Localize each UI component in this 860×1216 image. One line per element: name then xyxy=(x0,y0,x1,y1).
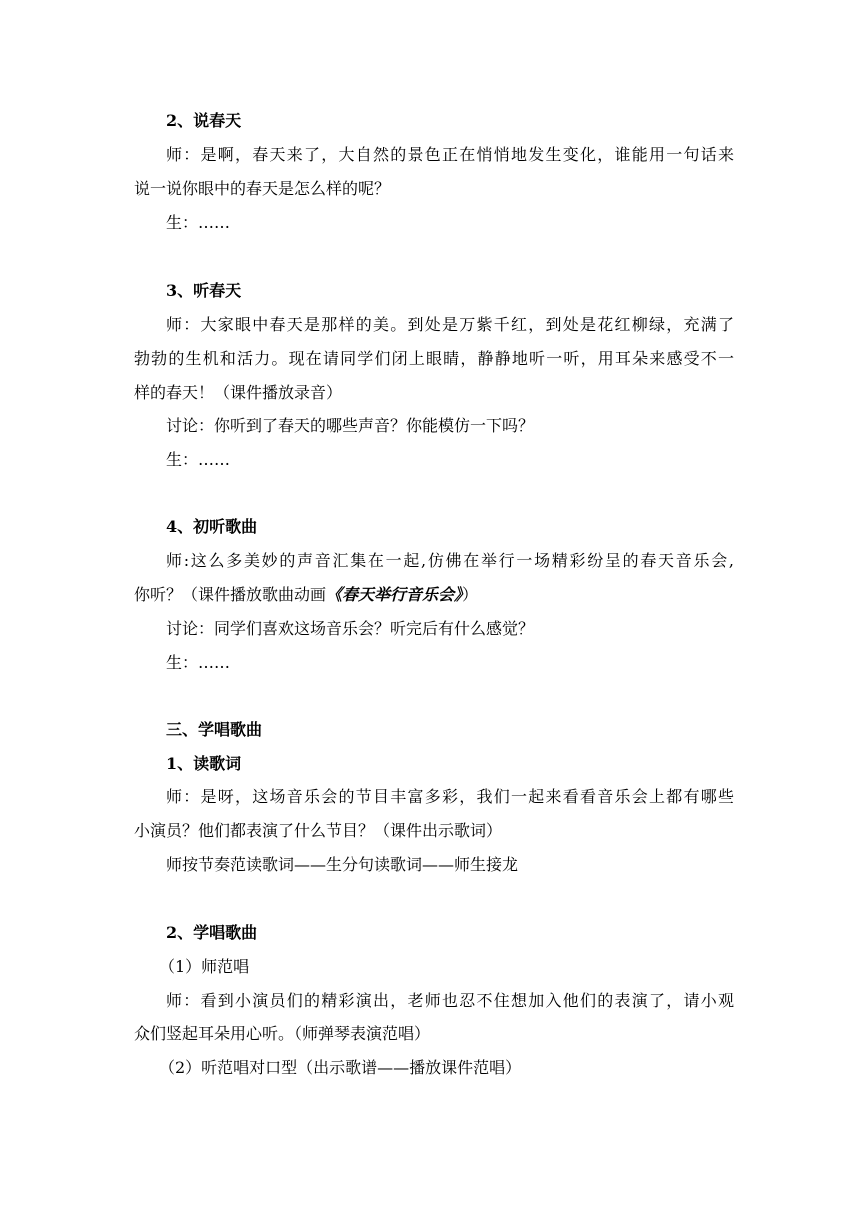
paragraph-line: 勃勃的生机和活力。现在请同学们闭上眼睛，静静地听一听，用耳朵来感受不一 xyxy=(134,349,734,368)
student-response: 生：…… xyxy=(166,653,231,672)
student-response: 生：…… xyxy=(166,450,231,469)
subsection-heading-2: 2、学唱歌曲 xyxy=(166,923,258,942)
paragraph-line: 师：是呀，这场音乐会的节目丰富多彩，我们一起来看看音乐会上都有哪些 xyxy=(166,787,734,806)
step-item: （2）听范唱对口型（出示歌谱——播放课件范唱） xyxy=(159,1058,522,1077)
paragraph-text: ） xyxy=(462,585,479,604)
paragraph-line: 师按节奏范读歌词——生分句读歌词——师生接龙 xyxy=(166,855,519,874)
student-response: 生：…… xyxy=(166,213,231,232)
song-title: 《春天举行音乐会》 xyxy=(326,585,463,604)
subsection-heading-1: 1、读歌词 xyxy=(166,754,242,773)
section-heading-3: 3、听春天 xyxy=(166,281,242,300)
paragraph-line: 众们竖起耳朵用心听。（师弹琴表演范唱） xyxy=(134,1024,431,1043)
section-heading-4: 4、初听歌曲 xyxy=(166,517,258,536)
paragraph-text: 你听？（课件播放歌曲动画 xyxy=(134,585,327,604)
part-heading-3: 三、学唱歌曲 xyxy=(166,720,263,739)
paragraph-line: 师：是啊，春天来了，大自然的景色正在悄悄地发生变化，谁能用一句话来 xyxy=(166,145,734,164)
paragraph-line: 师：看到小演员们的精彩演出，老师也忍不住想加入他们的表演了，请小观 xyxy=(166,991,734,1010)
section-heading-2: 2、说春天 xyxy=(166,111,242,130)
step-item: （1）师范唱 xyxy=(159,957,250,976)
paragraph-line xyxy=(134,585,734,605)
paragraph-line: 样的春天！（课件播放录音） xyxy=(134,383,343,402)
discussion-line: 讨论：同学们喜欢这场音乐会？听完后有什么感觉？ xyxy=(166,619,535,638)
paragraph-line: 小演员？他们都表演了什么节目？（课件出示歌词） xyxy=(134,821,503,840)
paragraph-line: 师:这么多美妙的声音汇集在一起,仿佛在举行一场精彩纷呈的春天音乐会, xyxy=(166,551,734,570)
paragraph-line: 说一说你眼中的春天是怎么样的呢？ xyxy=(134,179,391,198)
paragraph-line: 师：大家眼中春天是那样的美。到处是万紫千红，到处是花红柳绿，充满了 xyxy=(166,315,734,334)
discussion-line: 讨论：你听到了春天的哪些声音？你能模仿一下吗？ xyxy=(166,416,535,435)
